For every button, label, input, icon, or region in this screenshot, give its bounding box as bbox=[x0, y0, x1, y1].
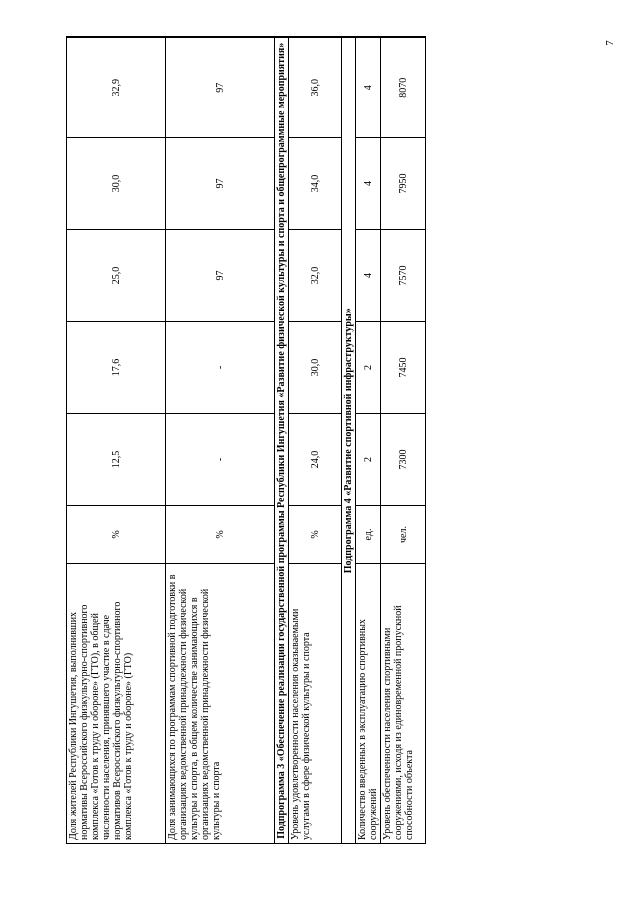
value-cell: 30,0 bbox=[289, 322, 342, 414]
value-cell: 7450 bbox=[381, 322, 426, 414]
table-row bbox=[356, 38, 381, 844]
value-cell: 7300 bbox=[381, 414, 426, 506]
unit-cell: % bbox=[67, 506, 166, 564]
table-row bbox=[67, 38, 166, 844]
indicator-name: Количество введенных в эксплуатацию спортивных сооружений bbox=[356, 564, 381, 844]
value-cell: 97 bbox=[166, 138, 275, 230]
indicator-name: Доля занимающихся по программам спортивной подготовки в организациях ведомственной принадлежности физической культуры и спорта, в общем количестве занимающихся в организациях ведомственной принадлежности физической культуры и спорта bbox=[166, 564, 275, 844]
unit-cell: ед. bbox=[356, 506, 381, 564]
section-heading-subprogram-4: Подпрограмма 4 «Развитие спортивной инфраструктуры» bbox=[342, 38, 356, 844]
value-cell: 17,6 bbox=[67, 322, 166, 414]
value-cell: 97 bbox=[166, 38, 275, 138]
indicator-name: Уровень обеспеченности населения спортивными сооружениями, исходя из единовременной пропускной способности объекта bbox=[381, 564, 426, 844]
value-cell: 7950 bbox=[381, 138, 426, 230]
table-row bbox=[289, 38, 342, 844]
section-row bbox=[342, 38, 356, 844]
value-cell: - bbox=[166, 414, 275, 506]
unit-cell: чел. bbox=[381, 506, 426, 564]
value-cell: 2 bbox=[356, 414, 381, 506]
table-row bbox=[381, 38, 426, 844]
unit-cell: % bbox=[289, 506, 342, 564]
value-cell: 25,0 bbox=[67, 230, 166, 322]
value-cell: 4 bbox=[356, 38, 381, 138]
table-row bbox=[166, 38, 275, 844]
value-cell: 4 bbox=[356, 138, 381, 230]
value-cell: 2 bbox=[356, 322, 381, 414]
value-cell: 34,0 bbox=[289, 138, 342, 230]
page-number: 7 bbox=[604, 40, 616, 46]
value-cell: 30,0 bbox=[67, 138, 166, 230]
value-cell: 32,0 bbox=[289, 230, 342, 322]
section-row bbox=[275, 38, 289, 844]
indicator-name: Доля жителей Республики Ингушетия, выполнивших нормативы Всероссийского физкультурно-спортивного комплекса «Готов к труду и обороне» (ГТО), в общей численности населения, принявшего участие в сдаче нормативов Всероссийского физкультурно-спортивного комплекса «Готов к труду и обороне» (ГТО) bbox=[67, 564, 166, 844]
value-cell: 7570 bbox=[381, 230, 426, 322]
section-heading-subprogram-3: Подпрограмма 3 «Обеспечение реализации государственной программы Республики Ингушетия «Развитие физической культуры и спорта и общепрограммные мероприятия» bbox=[275, 38, 289, 844]
unit-cell: % bbox=[166, 506, 275, 564]
indicators-table-container bbox=[66, 38, 436, 844]
value-cell: 24,0 bbox=[289, 414, 342, 506]
value-cell: 12,5 bbox=[67, 414, 166, 506]
value-cell: 4 bbox=[356, 230, 381, 322]
value-cell: 97 bbox=[166, 230, 275, 322]
indicators-table bbox=[66, 37, 426, 845]
value-cell: 32,9 bbox=[67, 38, 166, 138]
value-cell: - bbox=[166, 322, 275, 414]
value-cell: 8070 bbox=[381, 38, 426, 138]
value-cell: 36,0 bbox=[289, 38, 342, 138]
indicator-name: Уровень удовлетворенности населения оказываемыми услугами в сфере физической культуры и спорта bbox=[289, 564, 342, 844]
